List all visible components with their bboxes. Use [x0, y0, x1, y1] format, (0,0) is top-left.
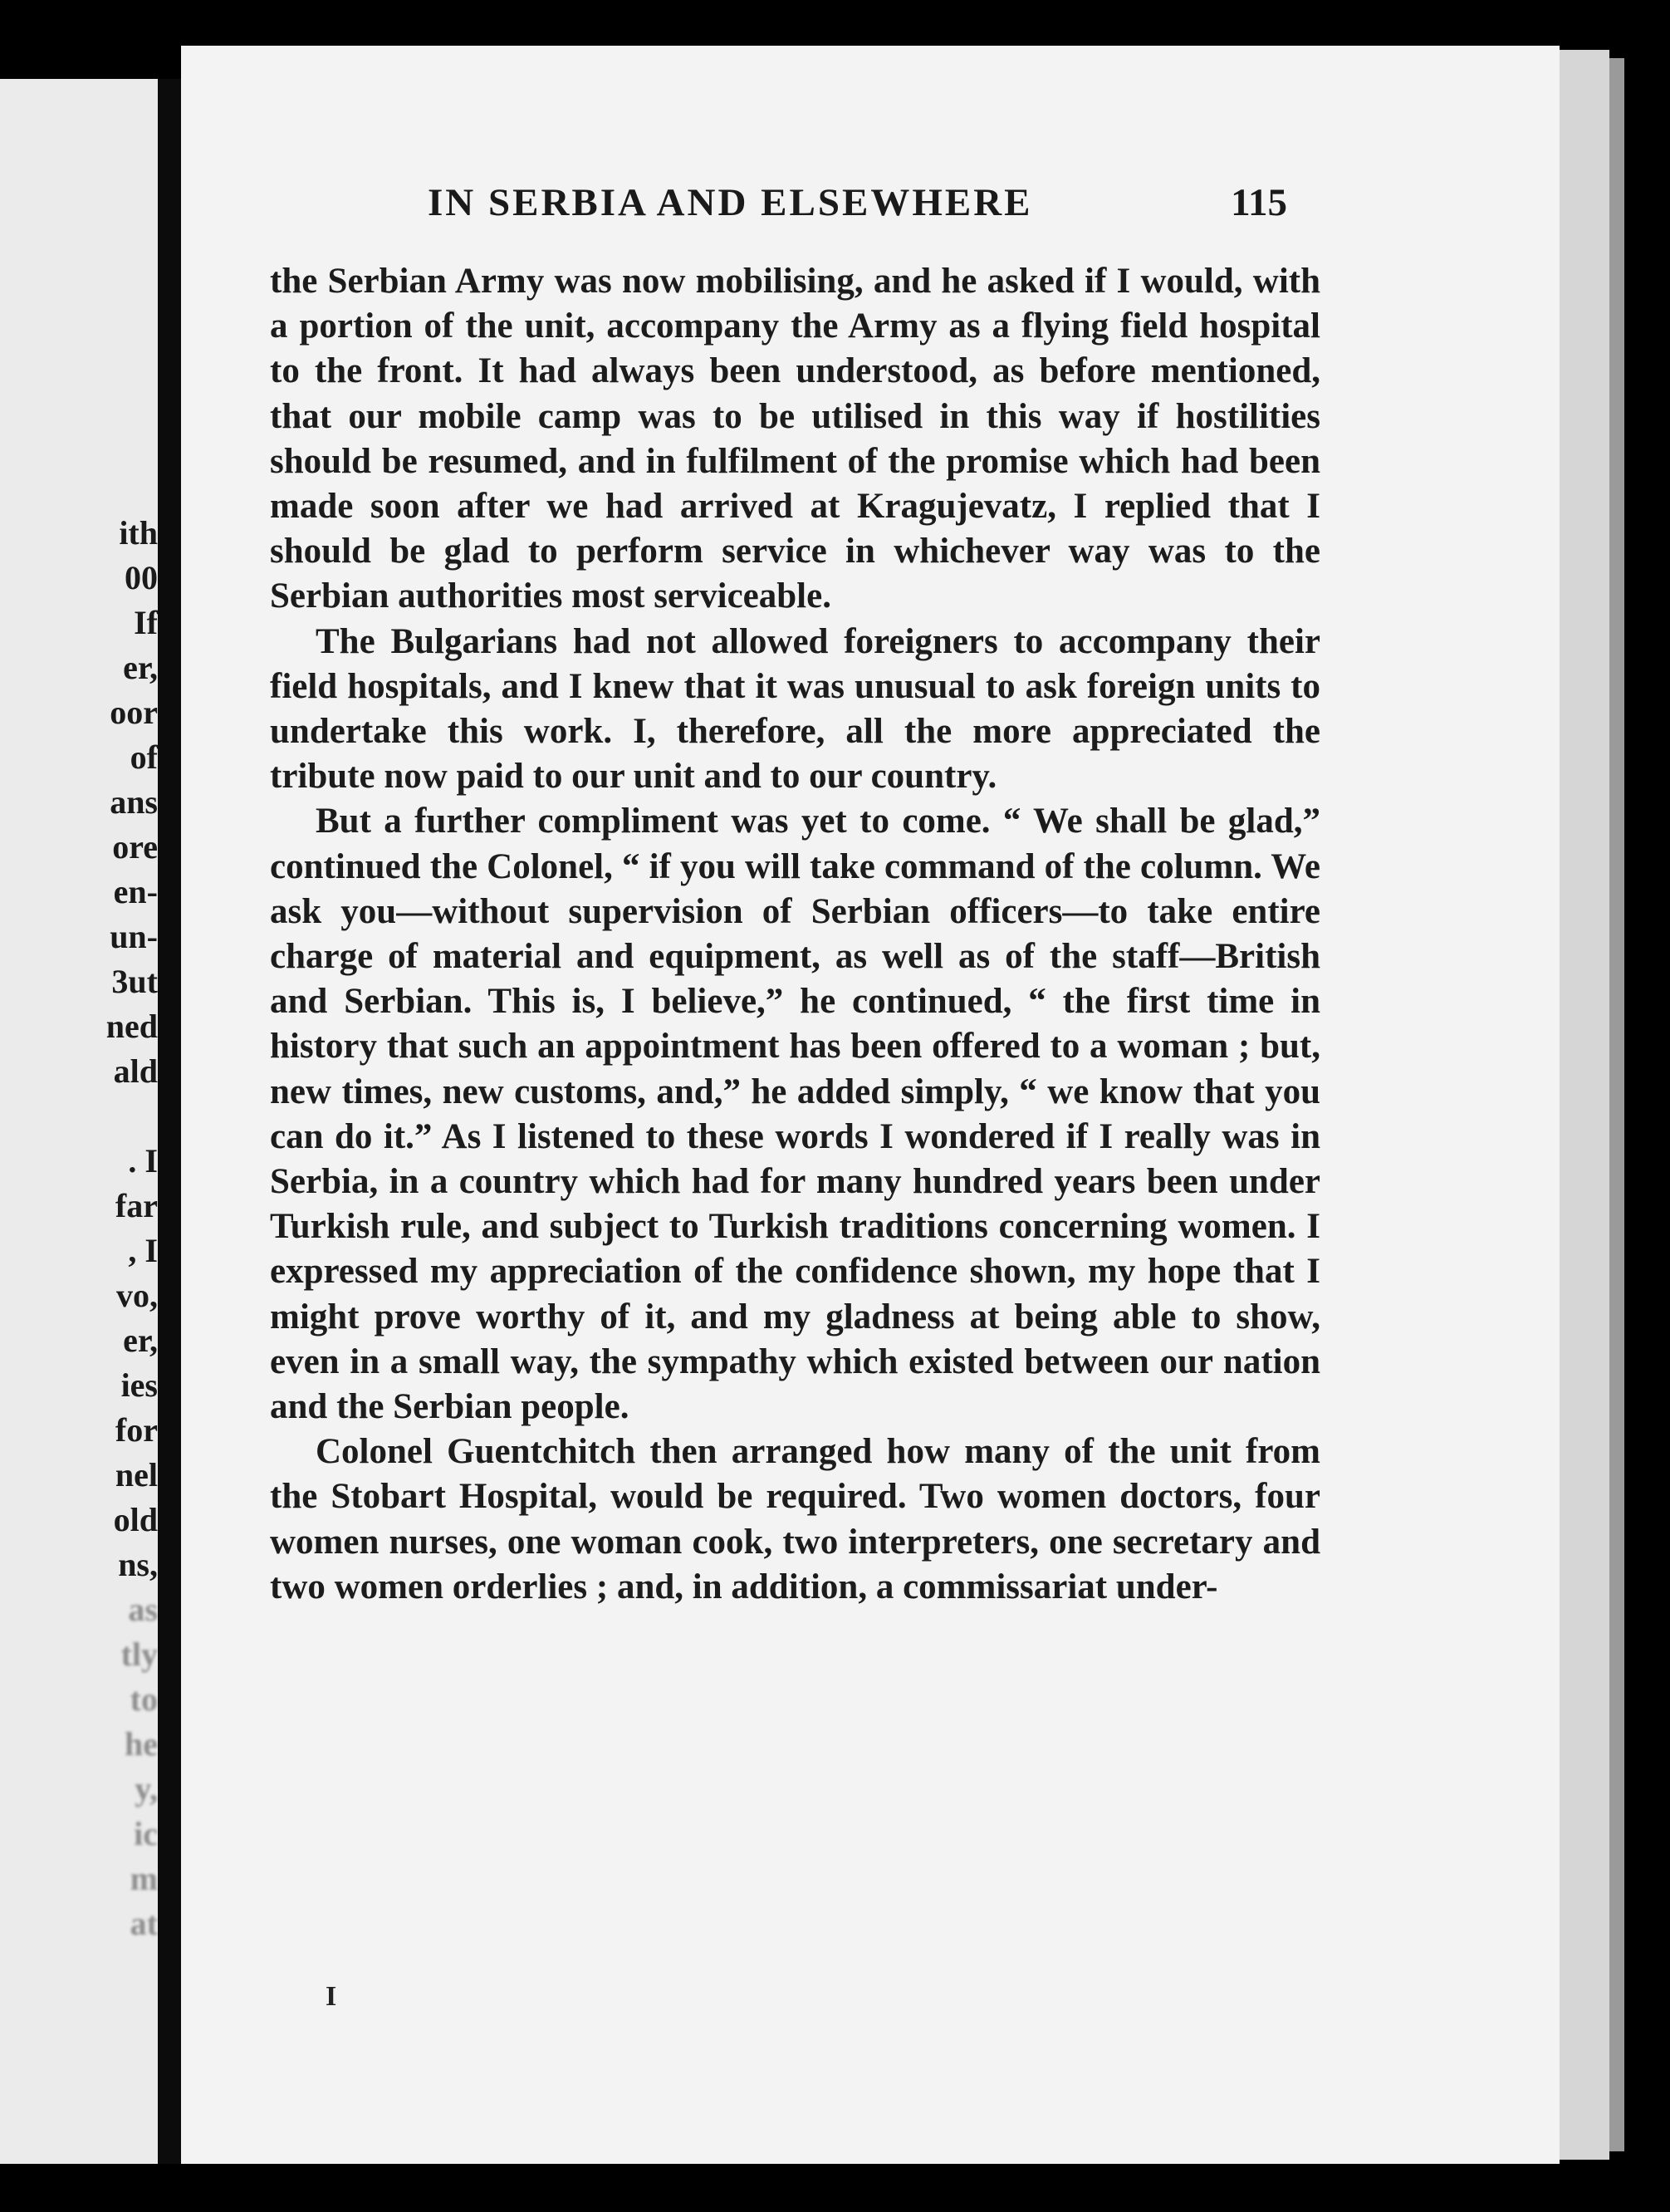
signature-mark: I — [326, 1981, 337, 2012]
running-head — [249, 180, 1287, 230]
left-fragment: old — [113, 1501, 158, 1538]
left-fragment: as — [128, 1591, 158, 1628]
left-fragment: ic — [134, 1815, 158, 1852]
left-fragment: y, — [135, 1770, 158, 1807]
left-fragment: If — [134, 604, 158, 641]
paragraph-2: The Bulgarians had not allowed foreigners to accompany their field hospitals, and I knew that it was unusual to ask foreign units to undertake this work. I, therefore, all the more appreciated the tribute now paid to our unit and to our country. — [270, 621, 1320, 797]
left-fragment: ith — [119, 514, 158, 552]
left-fragment: ans — [110, 783, 158, 821]
left-fragment: at — [130, 1905, 158, 1942]
left-fragment: far — [115, 1187, 158, 1224]
left-fragment: oor — [110, 694, 158, 731]
paragraph-4: Colonel Guentchitch then arranged how many of the unit from the Stobart Hospital, would be required. Two women doctors, four women nurses, one woman cook, two interpreters, one secretary and two women orderlies ; and, in addition, a commissariat under- — [270, 1432, 1320, 1606]
left-page-edge — [0, 79, 158, 2164]
left-fragment: m — [130, 1860, 158, 1897]
paragraph-1: the Serbian Army was now mobilising, and he asked if I would, with a portion of the unit, accompany the Army as a flying field hospital to the front. It had always been understood, as before mentioned, that our mobile camp was to be utilised in this way if hostilities should be resumed, and in fulfilment of the promise which had been made soon after we had arrived at Kragujevatz, I replied that I should be glad to perform service in whichever way was to the Serbian authorities most serviceable. — [270, 262, 1320, 616]
left-fragment — [0, 1094, 158, 1139]
left-fragment: for — [115, 1411, 158, 1449]
left-page-text-fragments — [0, 511, 158, 1946]
left-fragment: ned — [105, 1008, 158, 1045]
left-fragment: tly — [120, 1636, 158, 1673]
paragraph-3: But a further compliment was yet to come. “ We shall be glad,” continued the Colonel, “ if you will take command of the column. We ask you—without supervision of Serbian officers—to take entire charge of material and equipment, as well as of the staff—British and Serbian. This is, I believe,” he continued, “ the first time in history that such an appointment has been offered to a woman ; but, new times, new customs, and,” he added simply, “ we know that you can do it.” As I listened to these words I wondered if I really was in Serbia, in a country which had for many hundred years been under Turkish rule, and subject to Turkish traditions concerning women. I expressed my appreciation of the confidence shown, my hope that I might prove worthy of it, and my gladness at being able to show, even in a small way, the sympathy which existed between our nation and the Serbian people. — [270, 802, 1320, 1427]
running-title: IN SERBIA AND ELSEWHERE — [428, 181, 1033, 224]
left-fragment: he — [125, 1725, 158, 1763]
book-gutter — [158, 79, 181, 2164]
page-edge-stack — [1609, 58, 1624, 2151]
left-fragment: ns, — [118, 1546, 158, 1583]
left-fragment: , I — [128, 1232, 158, 1269]
left-fragment: ies — [120, 1366, 158, 1404]
left-fragment: en- — [113, 873, 158, 910]
body-text — [270, 259, 1320, 1610]
left-fragment: vo, — [116, 1277, 158, 1314]
left-fragment: nel — [115, 1456, 158, 1493]
left-fragment: ald — [113, 1052, 158, 1090]
left-fragment: . I — [128, 1142, 158, 1180]
left-fragment: 00 — [125, 559, 158, 596]
left-fragment: er, — [123, 649, 158, 686]
page-edge-shadow — [1560, 50, 1609, 2160]
left-fragment: er, — [123, 1322, 158, 1359]
left-fragment: ore — [112, 828, 158, 866]
left-fragment: un- — [110, 918, 158, 955]
page-number: 115 — [1231, 181, 1287, 224]
left-fragment: to — [130, 1680, 158, 1718]
left-fragment: of — [130, 738, 158, 776]
left-fragment: 3ut — [111, 963, 158, 1000]
